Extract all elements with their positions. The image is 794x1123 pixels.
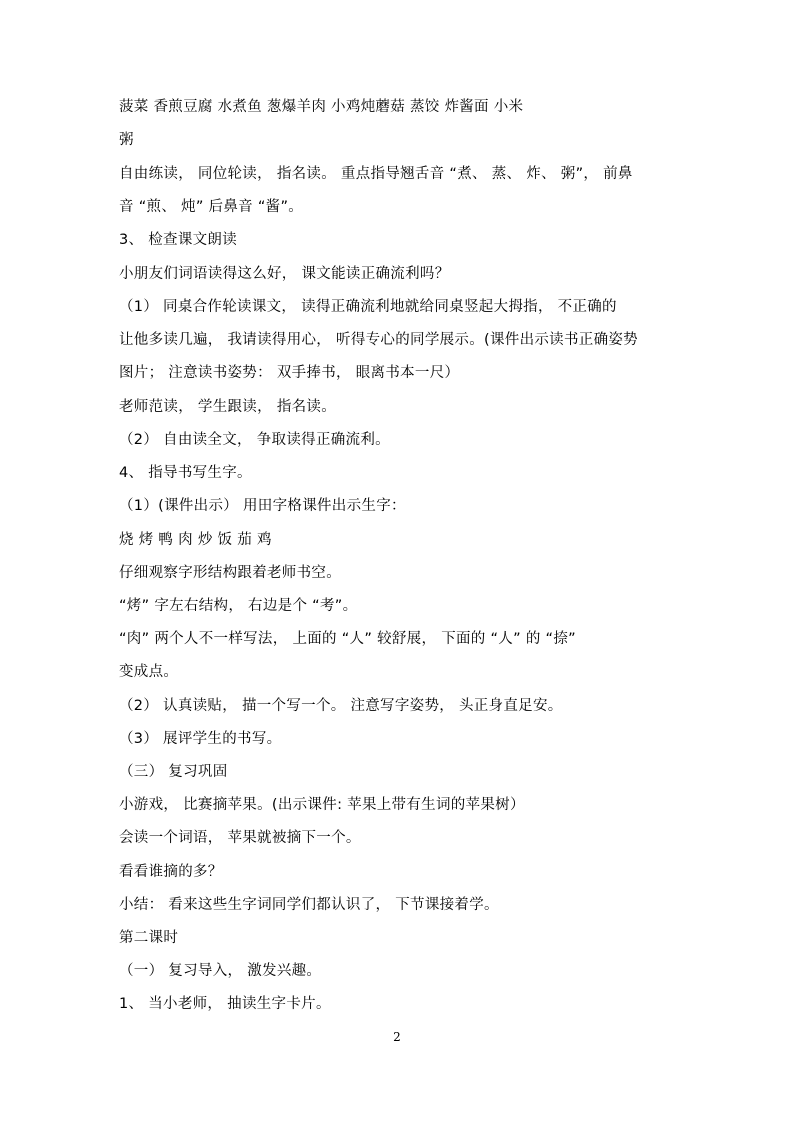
text-line: 让他多读几遍， 我请读得用心， 听得专心的同学展示。(课件出示读书正确姿势: [119, 332, 638, 348]
text-line: 变成点。: [119, 664, 179, 680]
text-line: （1）(课件出示） 用田字格课件出示生字：: [119, 498, 406, 514]
text-line: 看看谁摘的多？: [119, 864, 223, 880]
text-line: 音 “煎、 炖” 后鼻音 “酱”。: [119, 199, 304, 215]
page-number: 2: [393, 1030, 401, 1044]
text-line: （2） 自由读全文， 争取读得正确流利。: [119, 432, 390, 448]
section-heading: 3、 检查课文朗读: [119, 232, 238, 248]
text-line: 会读一个词语， 苹果就被摘下一个。: [119, 830, 361, 846]
text-line: （1） 同桌合作轮读课文， 读得正确流利地就给同桌竖起大拇指， 不正确的: [119, 299, 617, 315]
text-line: 1、 当小老师， 抽读生字卡片。: [119, 996, 331, 1012]
text-line: “肉” 两个人不一样写法， 上面的 “人” 较舒展， 下面的 “人” 的 “捺”: [119, 631, 576, 647]
text-line: （2） 认真读贴， 描一个写一个。 注意写字姿势， 头正身直足安。: [119, 698, 563, 714]
text-line: 粥: [119, 132, 134, 148]
text-line: 图片； 注意读书姿势： 双手捧书， 眼离书本一尺）: [119, 365, 460, 381]
section-heading: （三） 复习巩固: [119, 764, 228, 780]
text-line: （3） 展评学生的书写。: [119, 731, 282, 747]
text-line: “烤” 字左右结构， 右边是个 “考”。: [119, 598, 358, 614]
text-line: 老师范读， 学生跟读， 指名读。: [119, 399, 337, 415]
section-heading: 4、 指导书写生字。: [119, 465, 252, 481]
text-line: 小朋友们词语读得这么好， 课文能读正确流利吗？: [119, 266, 450, 282]
text-line: 菠菜 香煎豆腐 水煮鱼 葱爆羊肉 小鸡炖蘑菇 蒸饺 炸酱面 小米: [119, 99, 524, 115]
text-line: 自由练读， 同位轮读， 指名读。 重点指导翘舌音 “煮、 蒸、 炸、 粥”， 前鼻: [119, 166, 633, 182]
text-line: 仔细观察字形结构跟着老师书空。: [119, 565, 341, 581]
section-heading: （一） 复习导入， 激发兴趣。: [119, 963, 322, 979]
character-list: 烧 烤 鸭 肉 炒 饭 茄 鸡: [119, 532, 272, 548]
section-heading: 第二课时: [119, 930, 179, 946]
text-line: 小游戏， 比赛摘苹果。(出示课件: 苹果上带有生词的苹果树）: [119, 797, 525, 813]
text-line: 小结： 看来这些生字词同学们都认识了， 下节课接着学。: [119, 897, 499, 913]
